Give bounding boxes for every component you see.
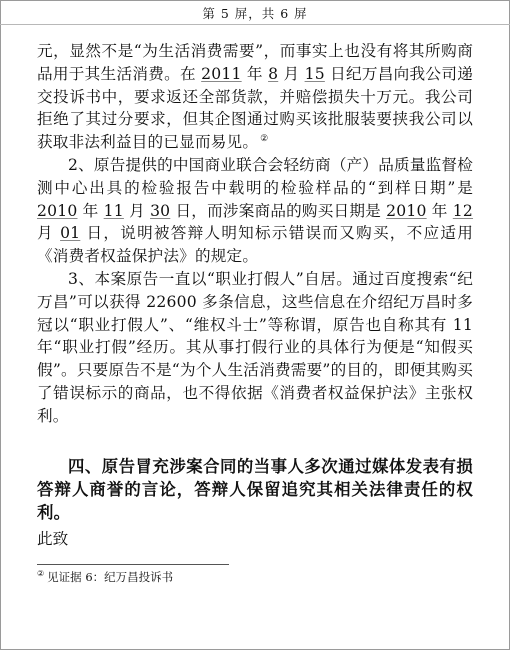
date-underlined: 2010 (37, 201, 78, 220)
footnote-text: 见证据 6：纪万昌投诉书 (47, 570, 174, 584)
footnote-mark: ② (37, 569, 45, 579)
date-underlined: 8 (268, 64, 279, 83)
footnote (37, 569, 173, 585)
date-underlined: 11 (103, 201, 124, 220)
paragraph-1: 元，显然不是“为生活消费需要”，而事实上也没有将其所购商品用于其生活消费。在 2011 年 8 月 15 日纪万昌向我公司递交投诉书中，要求返还全部货款，并赔偿损失十万元。我公司拒绝了其过分要求，但其企图通过购买该批服装要挟我公司以获取非法利益目的已显而易见。 ② (37, 42, 474, 152)
date-underlined: 12 (452, 201, 474, 220)
date-underlined: 2010 (386, 201, 427, 220)
footnote-reference[interactable]: ② (260, 134, 269, 144)
page-indicator: 第 5 屏，共 6 屏 (202, 6, 308, 21)
document-body (37, 40, 473, 525)
date-underlined: 15 (304, 64, 325, 83)
date-underlined: 30 (150, 201, 171, 220)
paragraph-2: 2、原告提供的中国商业联合会轻纺商（产）品质量监督检测中心出具的检验报告中载明的检验样品的“到样日期”是 2010 年 11 月 30 日，而涉案商品的购买日期是 2010 年 12 月 01 日，说明被答辩人明知标示错误而又购买，不应适用《消费者权益保护法》的规定。 (37, 155, 474, 266)
paragraph-3: 3、本案原告一直以“职业打假人”自居。通过百度搜索“纪万昌”可以获得 22600 多条信息，这些信息在介绍纪万昌时多冠以“职业打假人”、“维权斗士”等称谓，原告也自称其有 11 年“职业打假”经历。其从事打假行业的具体行为便是“知假买假”。只要原告不是“为个人生活消费需要”的目的，即便其购买了错误标示的商品，也不得依据《消费者权益保护法》主张权利。 (37, 269, 473, 425)
header-divider (0, 24, 510, 25)
closing-salutation: 此致 (37, 530, 69, 548)
date-underlined: 01 (60, 224, 81, 243)
date-underlined: 2011 (201, 64, 242, 83)
section-heading-4: 四、原告冒充涉案合同的当事人多次通过媒体发表有损答辩人商誉的言论，答辩人保留追究其相关法律责任的权利。 (37, 456, 473, 523)
footnote-divider (37, 564, 229, 565)
